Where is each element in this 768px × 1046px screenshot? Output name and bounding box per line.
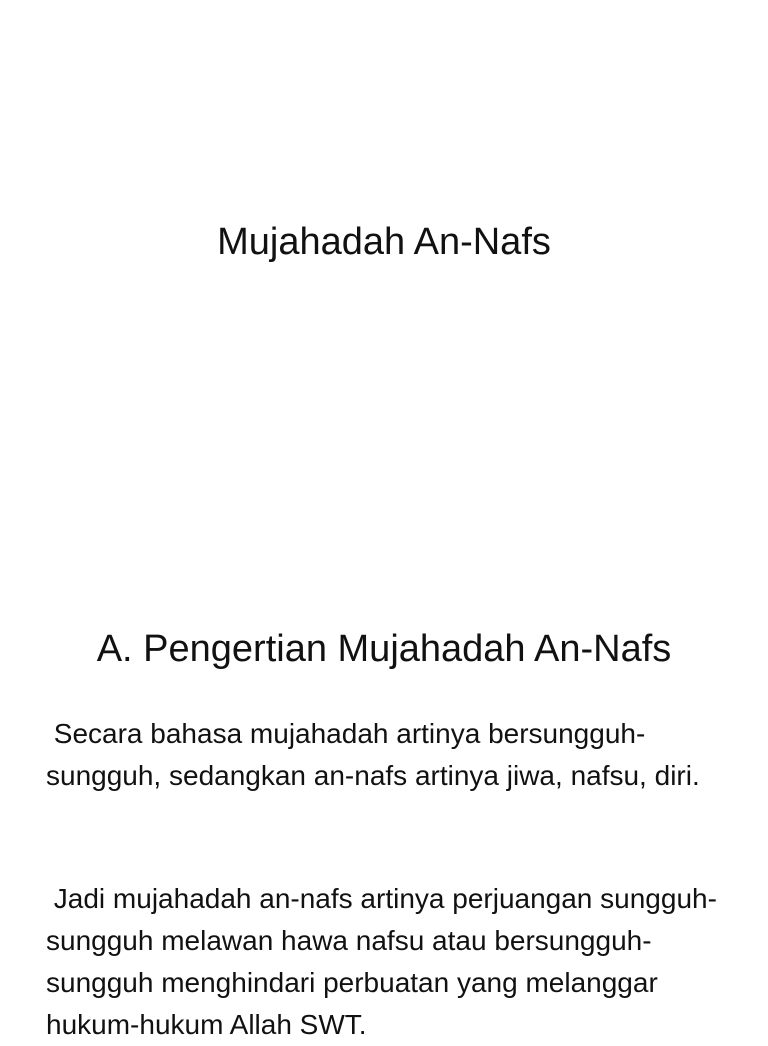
conclusion-paragraph: Jadi mujahadah an-nafs artinya perjuangan sungguh-sungguh melawan hawa nafsu atau bersungguh-sungguh menghindari perbuatan yang melanggar hukum-hukum Allah SWT. bbox=[46, 883, 717, 1040]
section-heading: A. Pengertian Mujahadah An-Nafs bbox=[96, 628, 672, 670]
content-slide bbox=[0, 575, 768, 1040]
definition-paragraph: Secara bahasa mujahadah artinya bersungguh-sungguh, sedangkan an-nafs artinya jiwa, nafsu, diri. bbox=[46, 718, 700, 791]
slide-title: Mujahadah An-Nafs bbox=[217, 221, 551, 263]
